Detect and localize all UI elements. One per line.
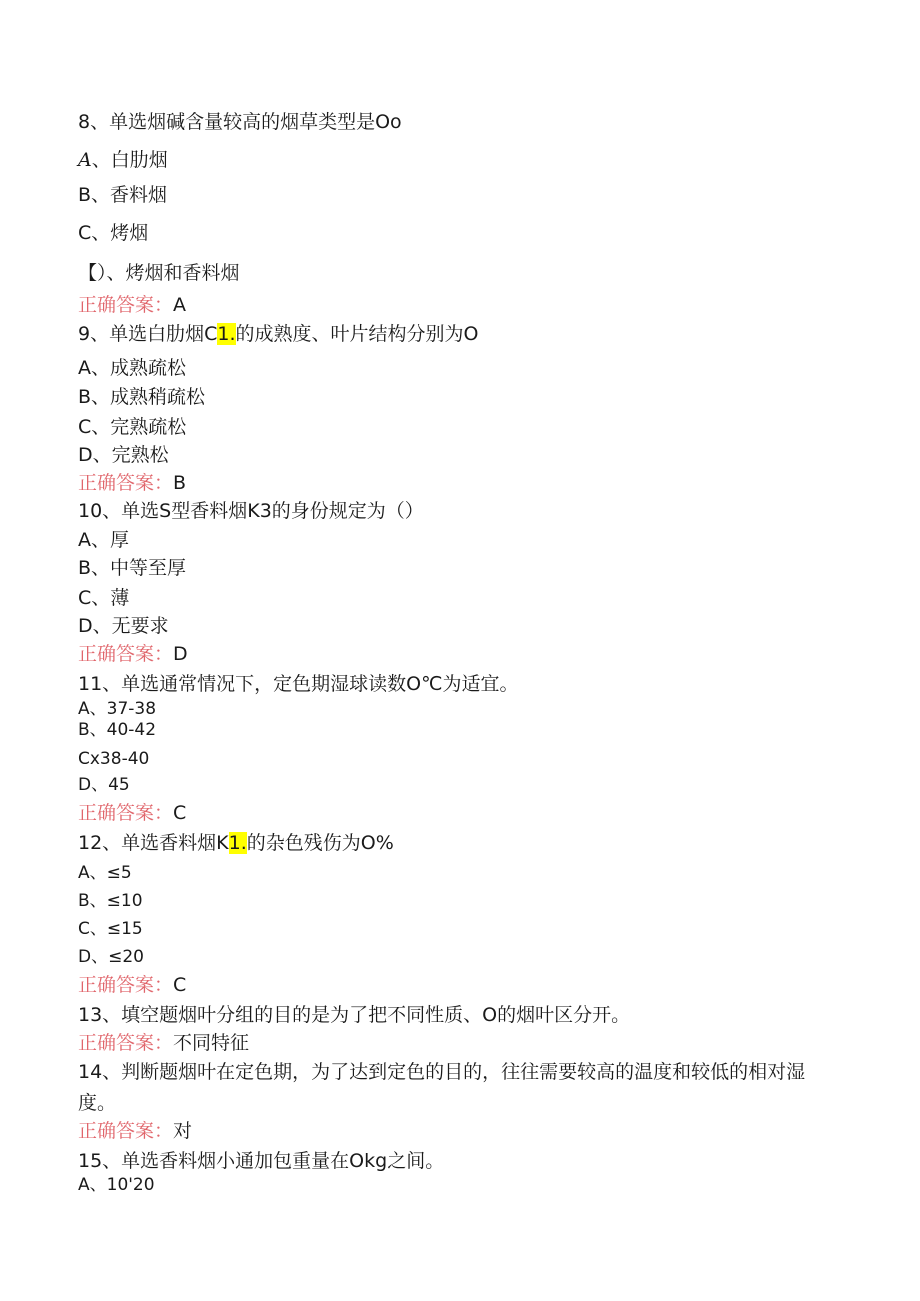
question-13-stem: 13、填空题烟叶分组的目的是为了把不同性质、O的烟叶区分开。	[78, 1004, 631, 1026]
answer-label: 正确答案：	[78, 974, 174, 996]
question-12-stem	[78, 831, 394, 855]
option-a-text: 、白肋烟	[91, 149, 168, 171]
question-8-option-b: B、香料烟	[78, 184, 168, 206]
question-14-stem: 14、判断题烟叶在定色期，为了达到定色的目的，往往需要较高的温度和较低的相对湿度。	[78, 1061, 806, 1114]
question-11-stem: 11、单选通常情况下，定色期湿球读数O℃为适宜。	[78, 673, 519, 695]
question-9-stem-post: 的成熟度、叶片结构分别为O	[235, 323, 479, 345]
question-10-stem: 10、单选S型香料烟K3的身份规定为（）	[78, 500, 424, 522]
question-10-option-c: C、薄	[78, 587, 130, 609]
question-11-option-a: A、37-38	[78, 699, 157, 719]
highlighted-text: 1.	[217, 323, 236, 345]
answer-label: 正确答案：	[78, 294, 174, 316]
question-10-option-b: B、中等至厚	[78, 557, 187, 579]
question-8-option-d: 【）、烤烟和香料烟	[78, 262, 240, 284]
question-10-answer	[78, 642, 188, 666]
answer-label: 正确答案：	[78, 1032, 174, 1054]
question-10-option-d: D、无要求	[78, 615, 169, 637]
question-14-answer	[78, 1119, 192, 1143]
answer-value: 不同特征	[173, 1032, 250, 1054]
question-12-option-d: D、≤20	[78, 947, 144, 967]
question-8-option-c: C、烤烟	[78, 222, 149, 244]
answer-value: 对	[173, 1120, 193, 1142]
answer-value: C	[173, 974, 187, 996]
question-8-option-a	[78, 148, 168, 172]
question-15-option-a: A、10'20	[78, 1175, 155, 1195]
highlighted-text: 1.	[228, 832, 247, 854]
answer-label: 正确答案：	[78, 802, 174, 824]
question-12-stem-pre: 12、单选香料烟K	[78, 832, 229, 854]
question-12-stem-post: 的杂色残伤为O%	[246, 832, 394, 854]
question-9-option-b: B、成熟稍疏松	[78, 386, 206, 408]
question-11-option-c: Cx38-40	[78, 749, 150, 769]
answer-value: B	[173, 472, 187, 494]
question-8-stem: 8、单选烟碱含量较高的烟草类型是Oo	[78, 111, 402, 133]
answer-value: A	[173, 294, 187, 316]
question-9-option-a: A、成熟疏松	[78, 357, 186, 379]
answer-label: 正确答案：	[78, 643, 174, 665]
question-9-stem-pre: 9、单选白肋烟C	[78, 323, 218, 345]
question-13-answer	[78, 1031, 249, 1055]
question-9-answer	[78, 471, 186, 495]
question-11-option-d: D、45	[78, 775, 130, 795]
answer-label: 正确答案：	[78, 472, 174, 494]
answer-value: C	[173, 802, 187, 824]
answer-label: 正确答案：	[78, 1120, 174, 1142]
question-9-option-c: C、完熟疏松	[78, 416, 187, 438]
question-12-option-b: B、≤10	[78, 891, 143, 911]
question-11-option-b: B、40-42	[78, 720, 157, 740]
question-9-option-d: D、完熟松	[78, 444, 169, 466]
question-10-option-a: A、厚	[78, 529, 129, 551]
question-12-answer	[78, 973, 186, 997]
option-a-letter: A	[78, 149, 92, 171]
question-12-option-c: C、≤15	[78, 919, 143, 939]
question-12-option-a: A、≤5	[78, 863, 132, 883]
question-15-stem: 15、单选香料烟小通加包重量在Okg之间。	[78, 1150, 445, 1172]
question-9-stem	[78, 322, 478, 346]
question-11-answer	[78, 801, 186, 825]
question-8-answer	[78, 293, 186, 317]
answer-value: D	[173, 643, 188, 665]
